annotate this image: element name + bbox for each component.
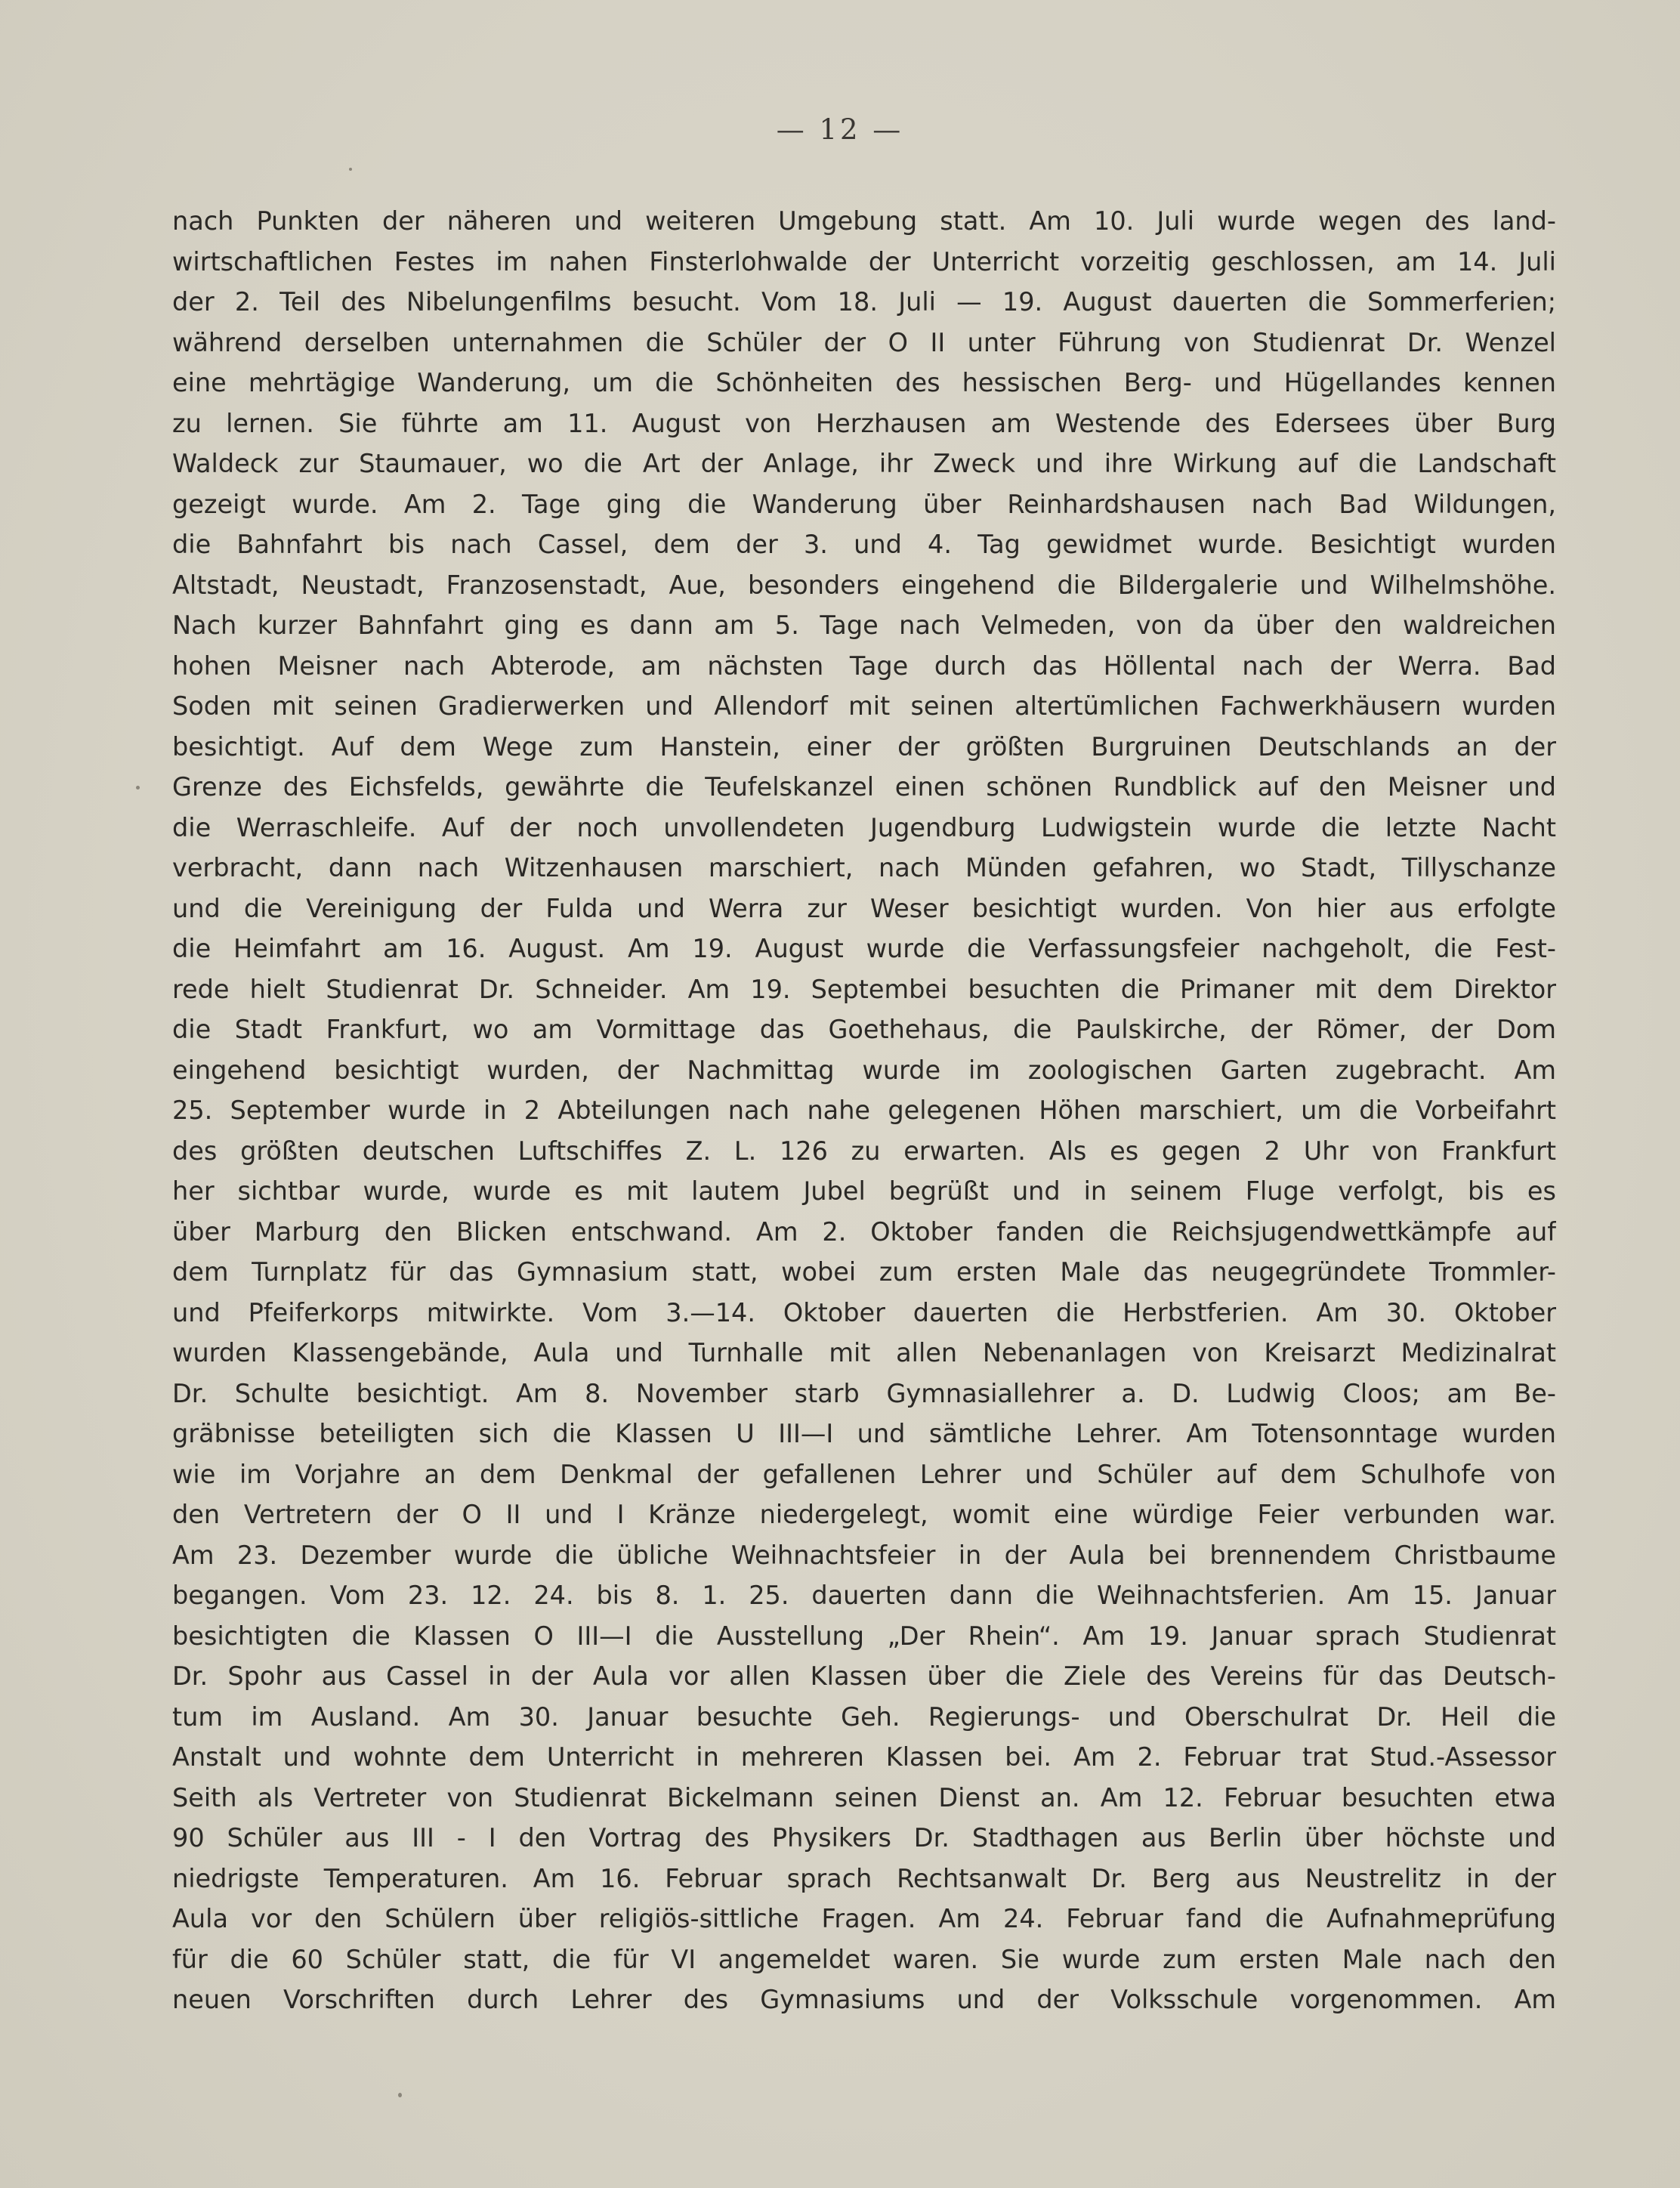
text-line: für die 60 Schüler statt, die für VI angemeldet waren. Sie wurde zum ersten Male nach den: [172, 1944, 1556, 1974]
text-line: gezeigt wurde. Am 2. Tage ging die Wanderung über Reinhardshausen nach Bad Wildungen,: [172, 489, 1556, 519]
text-line: wie im Vorjahre an dem Denkmal der gefallenen Lehrer und Schüler auf dem Schulhofe von: [172, 1459, 1556, 1489]
text-line: und Pfeiferkorps mitwirkte. Vom 3.—14. Oktober dauerten die Herbstferien. Am 30. Oktober: [172, 1297, 1556, 1327]
text-line: Dr. Schulte besichtigt. Am 8. November starb Gymnasiallehrer a. D. Ludwig Cloos; am Be-: [172, 1378, 1556, 1408]
body-text: [172, 201, 1556, 2020]
text-line: des größten deutschen Luftschiffes Z. L. 126 zu erwarten. Als es gegen 2 Uhr von Frankfurt: [172, 1136, 1556, 1166]
text-line: den Vertretern der O II und I Kränze niedergelegt, womit eine würdige Feier verbunden war.: [172, 1500, 1556, 1529]
text-line: gräbnisse beteiligten sich die Klassen U III—I und sämtliche Lehrer. Am Totensonntage wurden: [172, 1419, 1556, 1448]
text-line: die Heimfahrt am 16. August. Am 19. August wurde die Verfassungsfeier nachgeholt, die Fest-: [172, 934, 1556, 963]
text-line: wurden Klassengebände, Aula und Turnhalle mit allen Nebenanlagen von Kreisarzt Medizinalrat: [172, 1338, 1556, 1368]
text-line: besichtigten die Klassen O III—I die Ausstellung „Der Rhein“. Am 19. Januar sprach Studienrat: [172, 1621, 1556, 1651]
text-line: 25. September wurde in 2 Abteilungen nach nahe gelegenen Höhen marschiert, um die Vorbeifahrt: [172, 1096, 1556, 1125]
page-number: — 12 —: [776, 113, 904, 146]
paper-speck: [136, 786, 140, 790]
text-line: her sichtbar wurde, wurde es mit lautem Jubel begrüßt und in seinem Fluge verfolgt, bis es: [172, 1176, 1556, 1206]
text-line: niedrigste Temperaturen. Am 16. Februar sprach Rechtsanwalt Dr. Berg aus Neustrelitz in der: [172, 1863, 1556, 1893]
text-line: der 2. Teil des Nibelungenfilms besucht. Vom 18. Juli — 19. August dauerten die Sommerferien;: [172, 287, 1556, 317]
text-line: hohen Meisner nach Abterode, am nächsten Tage durch das Höllental nach der Werra. Bad: [172, 651, 1556, 681]
text-line: begangen. Vom 23. 12. 24. bis 8. 1. 25. dauerten dann die Weihnachtsferien. Am 15. Januar: [172, 1581, 1556, 1610]
text-line: neuen Vorschriften durch Lehrer des Gymnasiums und der Volksschule vorgenommen. Am: [172, 1985, 1556, 2014]
text-line: besichtigt. Auf dem Wege zum Hanstein, einer der größten Burgruinen Deutschlands an der: [172, 731, 1556, 762]
text-line: nach Punkten der näheren und weiteren Umgebung statt. Am 10. Juli wurde wegen des land-: [172, 206, 1556, 236]
text-line: und die Vereinigung der Fulda und Werra zur Weser besichtigt wurden. Von hier aus erfolgte: [172, 893, 1556, 923]
text-line: Nach kurzer Bahnfahrt ging es dann am 5. Tage nach Velmeden, von da über den waldreichen: [172, 610, 1556, 640]
text-line: 90 Schüler aus III - I den Vortrag des Physikers Dr. Stadthagen aus Berlin über höchste und: [172, 1823, 1556, 1853]
text-line: Waldeck zur Staumauer, wo die Art der Anlage, ihr Zweck und ihre Wirkung auf die Landschaft: [172, 449, 1556, 478]
paper-speck: [349, 168, 352, 171]
text-line: verbracht, dann nach Witzenhausen marschiert, nach Münden gefahren, wo Stadt, Tillyschanze: [172, 853, 1556, 882]
text-line: dem Turnplatz für das Gymnasium statt, wobei zum ersten Male das neugegründete Trommler-: [172, 1257, 1556, 1287]
text-line: Am 23. Dezember wurde die übliche Weihnachtsfeier in der Aula bei brennendem Christbaume: [172, 1540, 1556, 1570]
text-line: Altstadt, Neustadt, Franzosenstadt, Aue, besonders eingehend die Bildergalerie und Wilhelmshöhe.: [172, 570, 1556, 600]
text-line: zu lernen. Sie führte am 11. August von Herzhausen am Westende des Edersees über Burg: [172, 408, 1556, 438]
text-line: Grenze des Eichsfelds, gewährte die Teufelskanzel einen schönen Rundblick auf den Meisner und: [172, 772, 1556, 802]
text-line: die Werraschleife. Auf der noch unvollendeten Jugendburg Ludwigstein wurde die letzte Nacht: [172, 812, 1556, 842]
paper-speck: [398, 2093, 402, 2097]
text-line: eine mehrtägige Wanderung, um die Schönheiten des hessischen Berg- und Hügellandes kennen: [172, 368, 1556, 397]
text-line: über Marburg den Blicken entschwand. Am 2. Oktober fanden die Reichsjugendwettkämpfe auf: [172, 1216, 1556, 1247]
text-line: tum im Ausland. Am 30. Januar besuchte Geh. Regierungs- und Oberschulrat Dr. Heil die: [172, 1701, 1556, 1732]
text-line: wirtschaftlichen Festes im nahen Finsterlohwalde der Unterricht vorzeitig geschlossen, am 14. Juli: [172, 246, 1556, 277]
text-line: die Bahnfahrt bis nach Cassel, dem der 3. und 4. Tag gewidmet wurde. Besichtigt wurden: [172, 530, 1556, 559]
text-line: Anstalt und wohnte dem Unterricht in mehreren Klassen bei. Am 2. Februar trat Stud.-Assessor: [172, 1742, 1556, 1772]
text-line: Dr. Spohr aus Cassel in der Aula vor allen Klassen über die Ziele des Vereins für das Deutsch-: [172, 1661, 1556, 1691]
text-line: eingehend besichtigt wurden, der Nachmittag wurde im zoologischen Garten zugebracht. Am: [172, 1055, 1556, 1085]
text-line: Aula vor den Schülern über religiös-sittliche Fragen. Am 24. Februar fand die Aufnahmeprüfung: [172, 1904, 1556, 1933]
text-line: Seith als Vertreter von Studienrat Bickelmann seinen Dienst an. Am 12. Februar besuchten etwa: [172, 1782, 1556, 1813]
text-line: rede hielt Studienrat Dr. Schneider. Am 19. Septembei besuchten die Primaner mit dem Direktor: [172, 974, 1556, 1004]
text-line: während derselben unternahmen die Schüler der O II unter Führung von Studienrat Dr. Wenzel: [172, 327, 1556, 357]
text-line: die Stadt Frankfurt, wo am Vormittage das Goethehaus, die Paulskirche, der Römer, der Dom: [172, 1015, 1556, 1044]
text-line: Soden mit seinen Gradierwerken und Allendorf mit seinen altertümlichen Fachwerkhäusern wurden: [172, 691, 1556, 721]
